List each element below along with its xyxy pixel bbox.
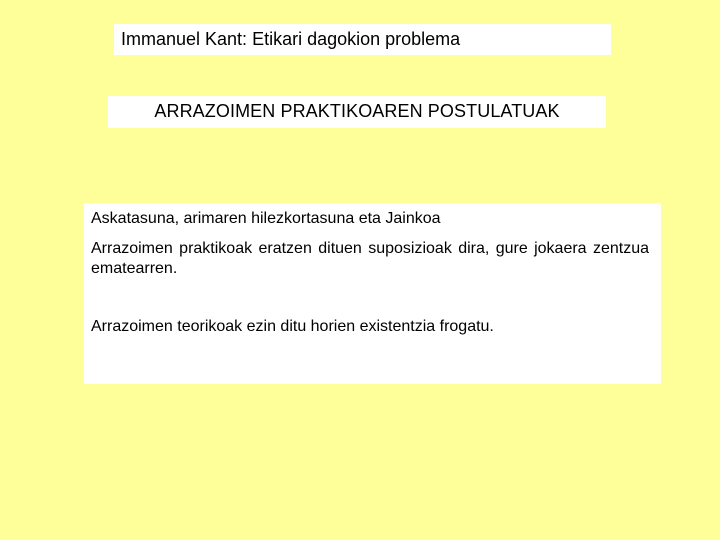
content-text-box [84, 203, 661, 384]
content-paragraph: Askatasuna, arimaren hilezkortasuna eta Jainkoa [91, 210, 441, 227]
slide-title-box [114, 24, 611, 55]
section-heading: ARRAZOIMEN PRAKTIKOAREN POSTULATUAK [154, 101, 560, 121]
content-paragraph: Arrazoimen teorikoak ezin ditu horien existentzia frogatu. [91, 318, 494, 335]
slide-title: Immanuel Kant: Etikari dagokion problema [121, 29, 461, 49]
section-heading-box [108, 96, 606, 128]
content-paragraph: Arrazoimen praktikoak eratzen dituen suposizioak dira, gure jokaera zentzua ematearren. [91, 240, 649, 277]
